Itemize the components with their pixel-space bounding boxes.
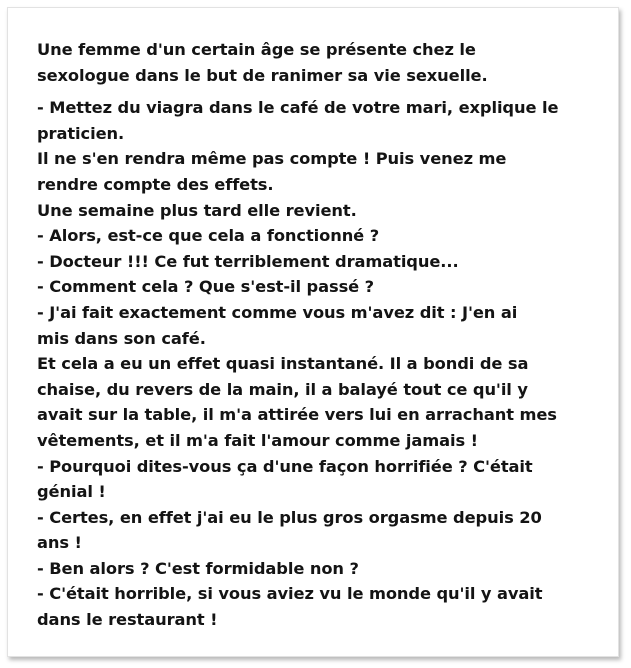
text-line: mis dans son café.	[37, 328, 206, 348]
text-line: sexologue dans le but de ranimer sa vie sexuelle.	[37, 65, 488, 85]
text-line: Une femme d'un certain âge se présente chez le	[37, 40, 476, 59]
dialogue-paragraph	[37, 95, 602, 632]
joke-card	[7, 7, 619, 657]
text-line: chaise, du revers de la main, il a balayé tout ce qu'il y	[37, 379, 528, 399]
text-line: avait sur la table, il m'a attirée vers lui en arrachant mes	[37, 405, 557, 425]
text-line: Il ne s'en rendra même pas compte ! Puis venez me	[37, 149, 507, 169]
text-line: génial !	[37, 482, 106, 502]
text-line: rendre compte des effets.	[37, 174, 274, 194]
text-line: - Docteur !!! Ce fut terriblement dramatique...	[37, 251, 459, 271]
text-line: - Mettez du viagra dans le café de votre mari, explique le	[37, 98, 559, 118]
text-line: ans !	[37, 533, 82, 553]
text-line: - Ben alors ? C'est formidable non ?	[37, 558, 359, 578]
text-line: - Alors, est-ce que cela a fonctionné ?	[37, 226, 380, 246]
text-line: - C'était horrible, si vous aviez vu le monde qu'il y avait	[37, 584, 543, 604]
text-line: - J'ai fait exactement comme vous m'avez dit : J'en ai	[37, 302, 518, 322]
text-line: - Certes, en effet j'ai eu le plus gros orgasme depuis 20	[37, 507, 542, 527]
text-line: praticien.	[37, 123, 125, 143]
text-line: dans le restaurant !	[37, 610, 218, 630]
intro-paragraph	[37, 37, 602, 88]
text-line: vêtements, et il m'a fait l'amour comme jamais !	[37, 430, 478, 450]
text-line: Une semaine plus tard elle revient.	[37, 200, 357, 220]
text-line: - Pourquoi dites-vous ça d'une façon horrifiée ? C'était	[37, 456, 533, 476]
text-line: Et cela a eu un effet quasi instantané. Il a bondi de sa	[37, 354, 529, 374]
joke-text	[37, 37, 602, 633]
text-line: - Comment cela ? Que s'est-il passé ?	[37, 277, 375, 297]
